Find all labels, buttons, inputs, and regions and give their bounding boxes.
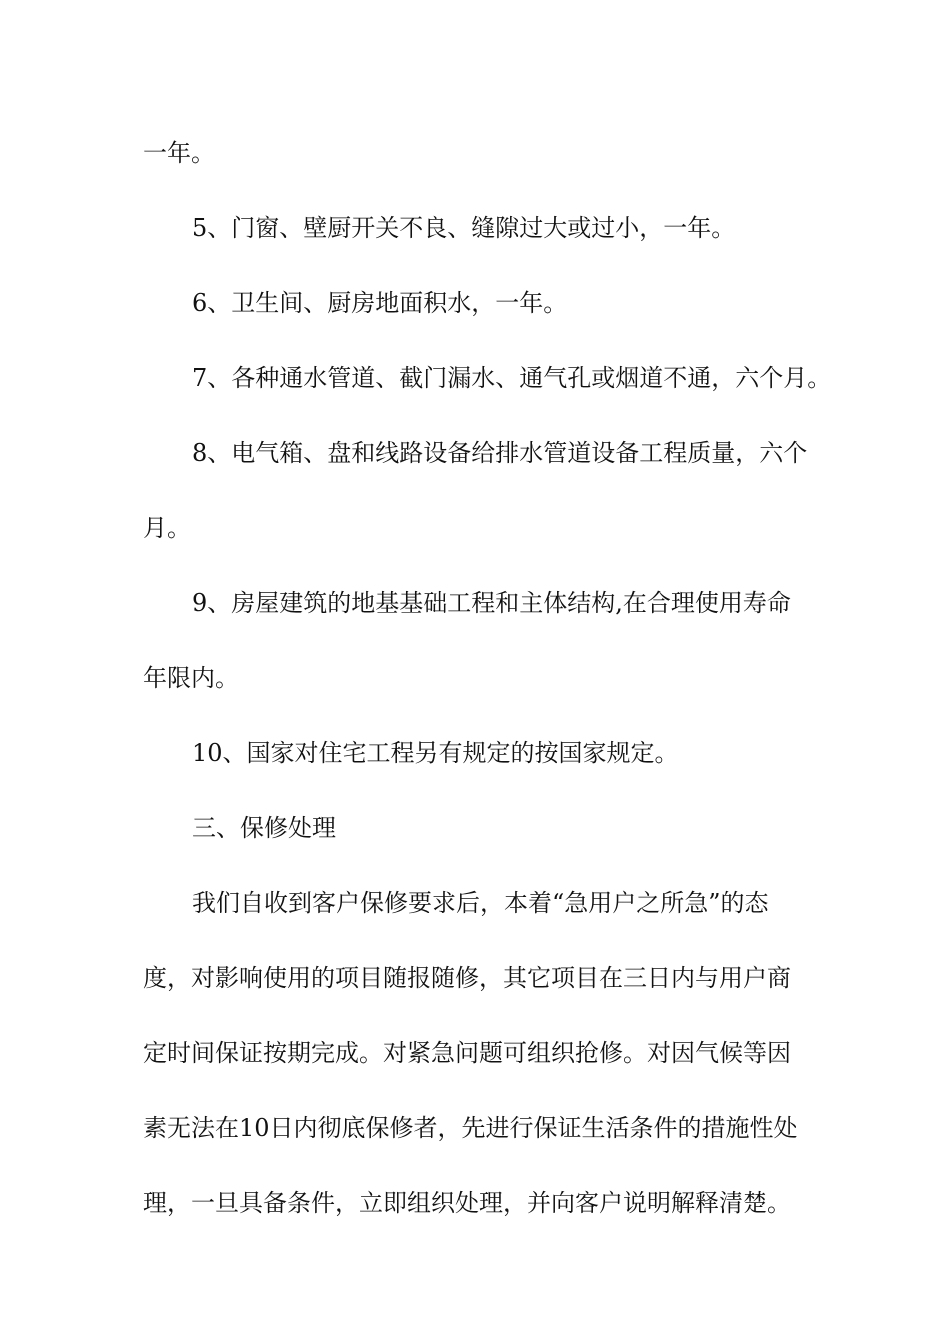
- warranty-item-8: 8、电气箱、盘和线路设备给排水管道设备工程质量，六个: [192, 439, 808, 467]
- paragraph-line: 度，对影响使用的项目随报随修，其它项目在三日内与用户商: [143, 964, 791, 992]
- paragraph-line: 素无法在10日内彻底保修者，先进行保证生活条件的措施性处: [143, 1114, 798, 1142]
- text-line: 一年。: [143, 139, 215, 167]
- section-heading: 三、保修处理: [192, 814, 336, 842]
- warranty-item-5: 5、门窗、壁厨开关不良、缝隙过大或过小，一年。: [192, 214, 736, 242]
- paragraph-line: 理，一旦具备条件，立即组织处理，并向客户说明解释清楚。: [143, 1189, 791, 1217]
- paragraph-line: 我们自收到客户保修要求后，本着“急用户之所急”的态: [192, 889, 769, 917]
- warranty-item-9: 9、房屋建筑的地基基础工程和主体结构,在合理使用寿命: [192, 589, 791, 617]
- text-line: 年限内。: [143, 664, 239, 692]
- warranty-item-7: 7、各种通水管道、截门漏水、通气孔或烟道不通，六个月。: [192, 364, 832, 392]
- warranty-item-10: 10、国家对住宅工程另有规定的按国家规定。: [192, 739, 679, 767]
- warranty-item-6: 6、卫生间、厨房地面积水，一年。: [192, 289, 568, 317]
- text-line: 月。: [143, 514, 191, 542]
- paragraph-line: 定时间保证按期完成。对紧急问题可组织抢修。对因气候等因: [143, 1039, 791, 1067]
